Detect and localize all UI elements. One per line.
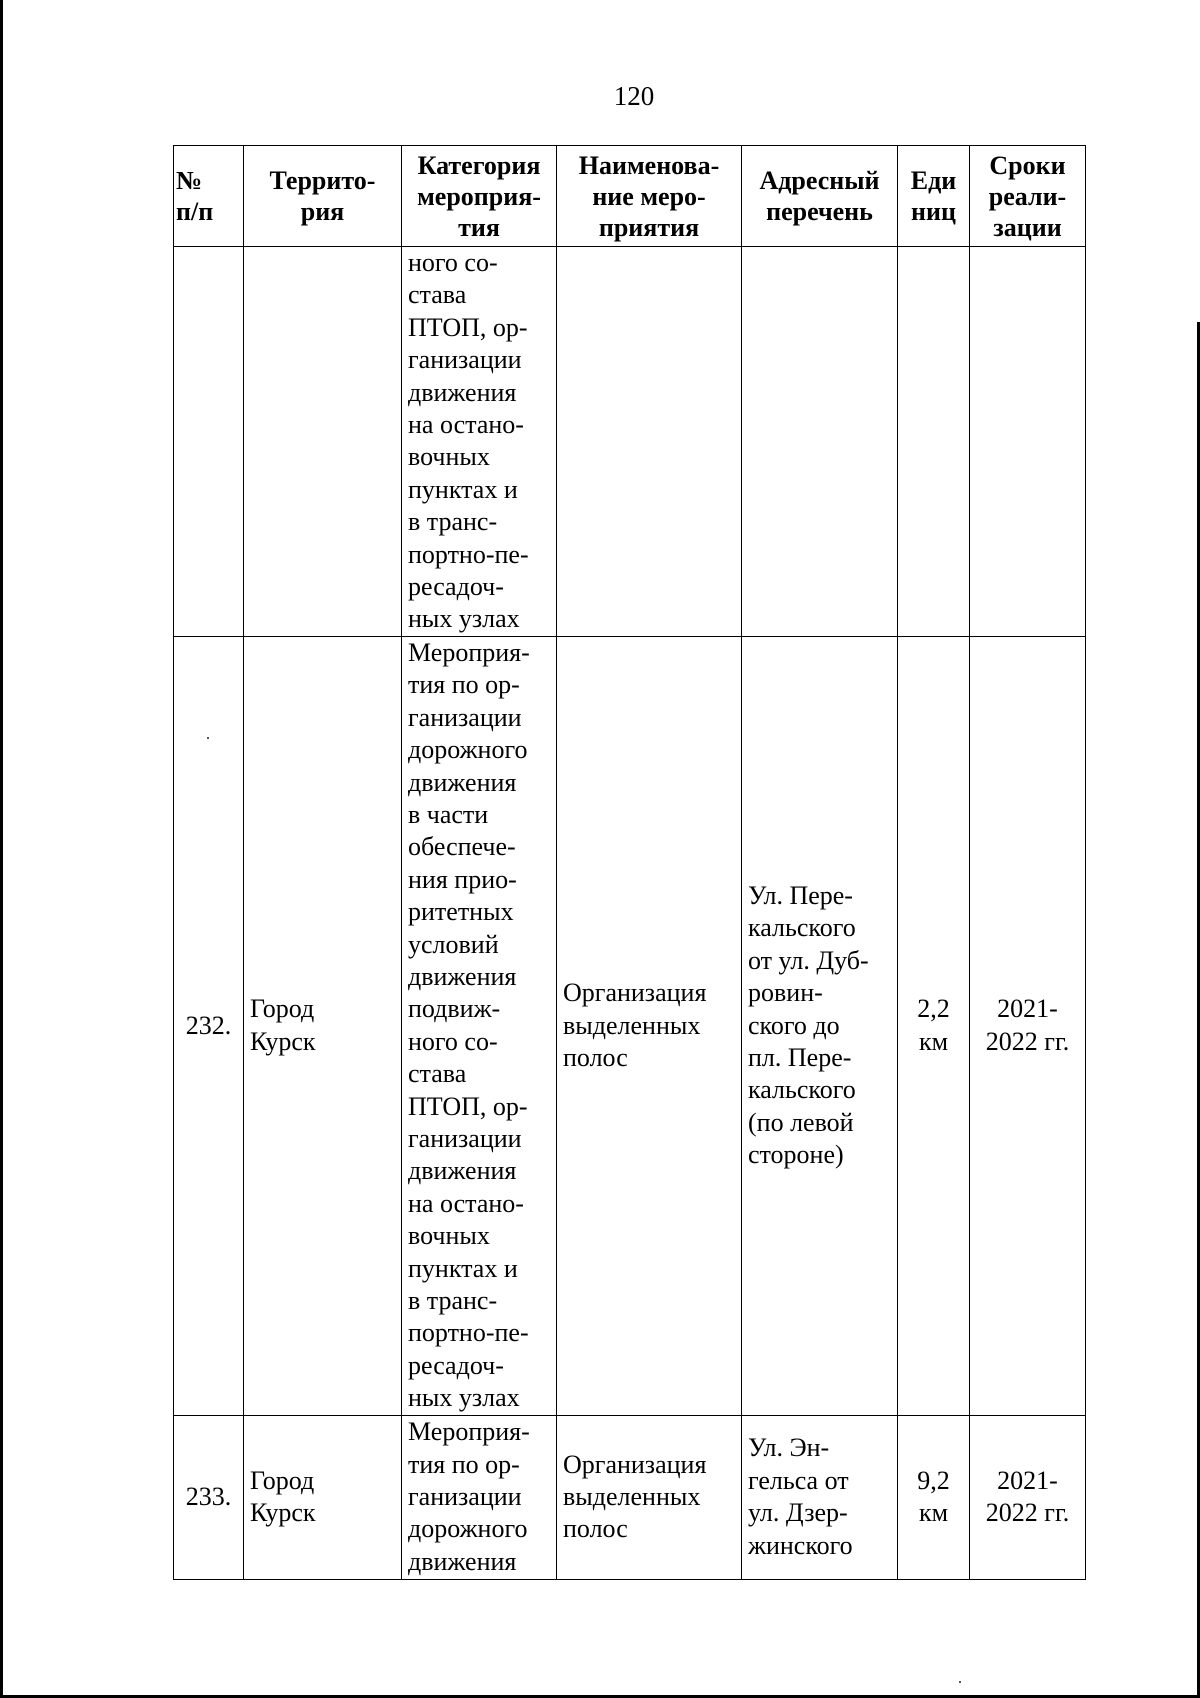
cell-number-text: 232. — [185, 1010, 232, 1040]
header-name-label: Наименова- ние меро- приятия — [578, 150, 720, 242]
cell-number — [174, 636, 244, 1415]
header-address-label: Адресный перечень — [759, 166, 880, 226]
cell-terms — [970, 1415, 1086, 1579]
header-terms — [970, 146, 1086, 247]
cell-units — [898, 636, 970, 1415]
cell-territory-text: Город Курск — [250, 994, 316, 1056]
table-row — [174, 636, 1086, 1415]
cell-territory-text: Город Курск — [250, 1465, 316, 1528]
cell-territory — [244, 1415, 402, 1579]
cell-terms-text: 2021- 2022 гг. — [985, 1465, 1070, 1528]
cell-name-text: Организация выделенных полос — [563, 978, 707, 1072]
cell-territory — [244, 636, 402, 1415]
cell-units-text: 2,2 км — [917, 994, 950, 1056]
header-name — [557, 146, 742, 247]
table-row-continuation — [174, 247, 1086, 637]
cell-terms — [970, 636, 1086, 1415]
cell-category-text: Мероприя- тия по ор- ганизации дорожного движения в части обеспече- ния прио- ритетных условий движения подвиж- ного со- става ПТОП, ор- ганизации движения на остано- вочных пунктах и в транс- портно-пе- ресадоч- ных узлах — [408, 637, 530, 1413]
cell-terms — [970, 247, 1086, 637]
header-units-label: Еди ниц — [910, 166, 957, 226]
cell-name-text: Организация выделенных полос — [563, 1449, 707, 1544]
cell-number-text: 233. — [185, 1481, 232, 1511]
cell-category-text: ного со- става ПТОП, ор- ганизации движения на остано- вочных пунктах и в транс- портно-пе- ресадоч- ных узлах — [408, 248, 529, 634]
cell-terms-text: 2021- 2022 гг. — [985, 994, 1070, 1056]
header-address — [742, 146, 898, 247]
cell-category-text: Мероприя- тия по ор- ганизации дорожного движения — [408, 1417, 530, 1576]
cell-name — [557, 636, 742, 1415]
header-terms-label: Сроки реали- зации — [988, 150, 1067, 242]
header-territory-label: Террито- рия — [269, 166, 376, 226]
cell-name — [557, 247, 742, 637]
scan-speck — [959, 1681, 961, 1683]
cell-category — [402, 1415, 557, 1579]
cell-number — [174, 1415, 244, 1579]
header-category — [402, 146, 557, 247]
cell-name — [557, 1415, 742, 1579]
cell-address — [742, 1415, 898, 1579]
header-number-label: № п/п — [176, 166, 214, 226]
table-header-row — [174, 146, 1086, 247]
cell-address — [742, 247, 898, 637]
cell-address-text: Ул. Пере- кальского от ул. Дуб- ровин- ского до пл. Пере- кальского (по левой стороне) — [748, 880, 869, 1170]
header-number — [174, 146, 244, 247]
table-row — [174, 1415, 1086, 1579]
cell-territory — [244, 247, 402, 637]
cell-category — [402, 247, 557, 637]
header-units — [898, 146, 970, 247]
cell-number — [174, 247, 244, 637]
cell-category — [402, 636, 557, 1415]
cell-address-text: Ул. Эн- гельса от ул. Дзер- жинского — [748, 1433, 853, 1560]
header-category-label: Категория мероприя- тия — [417, 150, 541, 242]
cell-units — [898, 1415, 970, 1579]
header-territory — [244, 146, 402, 247]
measures-table — [173, 145, 1086, 1580]
cell-address — [742, 636, 898, 1415]
scan-edge-left — [0, 0, 3, 1698]
cell-units — [898, 247, 970, 637]
page-number: 120 — [613, 81, 655, 111]
cell-units-text: 9,2 км — [917, 1465, 950, 1528]
